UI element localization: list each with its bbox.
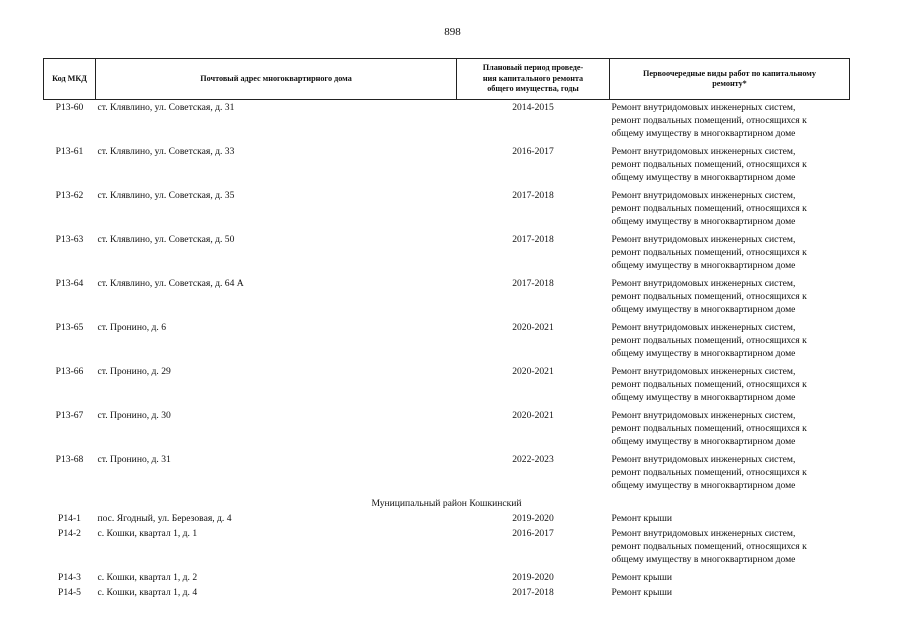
repair-works-line: Ремонт внутридомовых инженерных систем,: [611, 528, 796, 539]
repair-works-line: общему имуществу в многоквартирном доме: [611, 260, 796, 272]
repair-works-line: ремонт подвальных помещений, относящихся к: [611, 203, 807, 215]
building-address: ст. Клявлино, ул. Советская, д. 64 А: [97, 278, 244, 289]
table-header: [44, 59, 850, 100]
building-code: Р13-68: [55, 454, 84, 465]
building-code: Р14-3: [58, 572, 81, 583]
building-code: Р13-65: [55, 322, 84, 333]
header-period-line: ния капитального ремонта: [482, 73, 584, 83]
repair-period: 2020-2021: [512, 322, 554, 333]
repair-works: [610, 512, 850, 527]
building-code: Р13-60: [55, 102, 84, 113]
repair-works-line: ремонт подвальных помещений, относящихся к: [611, 335, 807, 347]
repair-period: 2020-2021: [512, 366, 554, 377]
header-period-line: общего имущества, годы: [487, 84, 579, 94]
repair-works-line: ремонт подвальных помещений, относящихся к: [611, 467, 807, 479]
building-code: Р14-1: [58, 513, 81, 524]
building-code: Р13-62: [55, 190, 84, 201]
table-row: [44, 409, 850, 453]
repair-works-line: общему имуществу в многоквартирном доме: [611, 554, 796, 566]
header-address: Почтовый адрес многоквартирного дома: [96, 59, 457, 100]
table-row: [44, 586, 850, 601]
table-body: [44, 100, 850, 602]
repair-works: [610, 321, 850, 365]
page-number: 898: [444, 26, 461, 38]
repair-works: [610, 189, 850, 233]
building-address: с. Кошки, квартал 1, д. 4: [97, 587, 198, 598]
repair-period: 2014-2015: [512, 102, 554, 113]
repair-works: [610, 365, 850, 409]
header-works: [610, 59, 850, 100]
district-heading-row: [44, 497, 850, 512]
repair-works-line: общему имуществу в многоквартирном доме: [611, 172, 796, 184]
repair-works-line: Ремонт внутридомовых инженерных систем,: [611, 278, 796, 289]
building-code: Р13-61: [55, 146, 84, 157]
repair-works-line: общему имуществу в многоквартирном доме: [611, 436, 796, 448]
table-row: [44, 571, 850, 586]
building-code: Р14-2: [58, 528, 81, 539]
table-row: [44, 233, 850, 277]
header-works-line: ремонту*: [712, 79, 747, 88]
repair-period: 2017-2018: [512, 587, 554, 598]
repair-works: [610, 571, 850, 586]
building-address: ст. Пронино, д. 30: [97, 410, 171, 421]
repair-works-line: ремонт подвальных помещений, относящихся к: [611, 247, 807, 259]
repair-works-line: общему имуществу в многоквартирном доме: [611, 216, 796, 228]
building-address: ст. Клявлино, ул. Советская, д. 33: [97, 146, 235, 157]
repair-works-line: ремонт подвальных помещений, относящихся к: [611, 159, 807, 171]
repair-works: [610, 527, 850, 571]
repair-works: [610, 586, 850, 601]
repair-works: [610, 145, 850, 189]
repair-works-line: Ремонт внутридомовых инженерных систем,: [611, 454, 796, 465]
repair-works-line: общему имуществу в многоквартирном доме: [611, 480, 796, 492]
repair-works-line: общему имуществу в многоквартирном доме: [611, 392, 796, 404]
repair-period: 2016-2017: [512, 528, 554, 539]
repair-works: [610, 409, 850, 453]
building-address: ст. Пронино, д. 31: [97, 454, 171, 465]
building-address: ст. Пронино, д. 29: [97, 366, 171, 377]
building-address: ст. Клявлино, ул. Советская, д. 31: [97, 102, 235, 113]
repair-works-line: общему имуществу в многоквартирном доме: [611, 348, 796, 360]
table-row: [44, 453, 850, 497]
repair-works-line: Ремонт внутридомовых инженерных систем,: [611, 146, 796, 157]
building-code: Р13-63: [55, 234, 84, 245]
repair-works-line: Ремонт внутридомовых инженерных систем,: [611, 190, 796, 201]
repair-works-line: ремонт подвальных помещений, относящихся к: [611, 379, 807, 391]
repair-works: [610, 453, 850, 497]
repair-period: 2020-2021: [512, 410, 554, 421]
table-row: [44, 527, 850, 571]
repair-works-line: общему имуществу в многоквартирном доме: [611, 304, 796, 316]
table-row: [44, 145, 850, 189]
repair-works-line: ремонт подвальных помещений, относящихся к: [611, 291, 807, 303]
header-code: Код МКД: [44, 59, 96, 100]
table-row: [44, 189, 850, 233]
header-period: [457, 59, 610, 100]
repair-period: 2019-2020: [512, 513, 554, 524]
repair-works: [610, 277, 850, 321]
building-code: Р14-5: [58, 587, 81, 598]
repair-period: 2016-2017: [512, 146, 554, 157]
table-row: [44, 277, 850, 321]
building-address: ст. Клявлино, ул. Советская, д. 50: [97, 234, 235, 245]
repair-works-line: ремонт подвальных помещений, относящихся к: [611, 541, 807, 553]
building-address: с. Кошки, квартал 1, д. 1: [97, 528, 198, 539]
table-row: [44, 512, 850, 527]
repair-works-line: Ремонт крыши: [611, 572, 672, 583]
repair-period: 2019-2020: [512, 572, 554, 583]
building-code: Р13-64: [55, 278, 84, 289]
housing-repair-table: [43, 58, 850, 601]
district-heading: Муниципальный район Кошкинский: [371, 498, 522, 509]
table-row: [44, 365, 850, 409]
repair-works-line: ремонт подвальных помещений, относящихся к: [611, 115, 807, 127]
table-row: [44, 321, 850, 365]
repair-period: 2022-2023: [512, 454, 554, 465]
repair-period: 2017-2018: [512, 234, 554, 245]
repair-period: 2017-2018: [512, 190, 554, 201]
repair-works-line: Ремонт внутридомовых инженерных систем,: [611, 234, 796, 245]
repair-works-line: Ремонт внутридомовых инженерных систем,: [611, 102, 796, 113]
header-period-line: Плановый период проведе-: [482, 63, 584, 73]
building-code: Р13-66: [55, 366, 84, 377]
repair-works-line: общему имуществу в многоквартирном доме: [611, 128, 796, 140]
repair-works: [610, 100, 850, 146]
header-works-line: Первоочередные виды работ по капитальному: [643, 68, 816, 78]
repair-works-line: Ремонт внутридомовых инженерных систем,: [611, 322, 796, 333]
building-code: Р13-67: [55, 410, 84, 421]
repair-works-line: Ремонт крыши: [611, 513, 672, 524]
table-row: [44, 100, 850, 146]
repair-works-line: Ремонт внутридомовых инженерных систем,: [611, 366, 796, 377]
repair-works-line: Ремонт крыши: [611, 587, 672, 598]
building-address: пос. Ягодный, ул. Березовая, д. 4: [97, 513, 232, 524]
building-address: ст. Пронино, д. 6: [97, 322, 167, 333]
repair-period: 2017-2018: [512, 278, 554, 289]
repair-works: [610, 233, 850, 277]
building-address: с. Кошки, квартал 1, д. 2: [97, 572, 198, 583]
repair-works-line: Ремонт внутридомовых инженерных систем,: [611, 410, 796, 421]
building-address: ст. Клявлино, ул. Советская, д. 35: [97, 190, 235, 201]
repair-works-line: ремонт подвальных помещений, относящихся к: [611, 423, 807, 435]
